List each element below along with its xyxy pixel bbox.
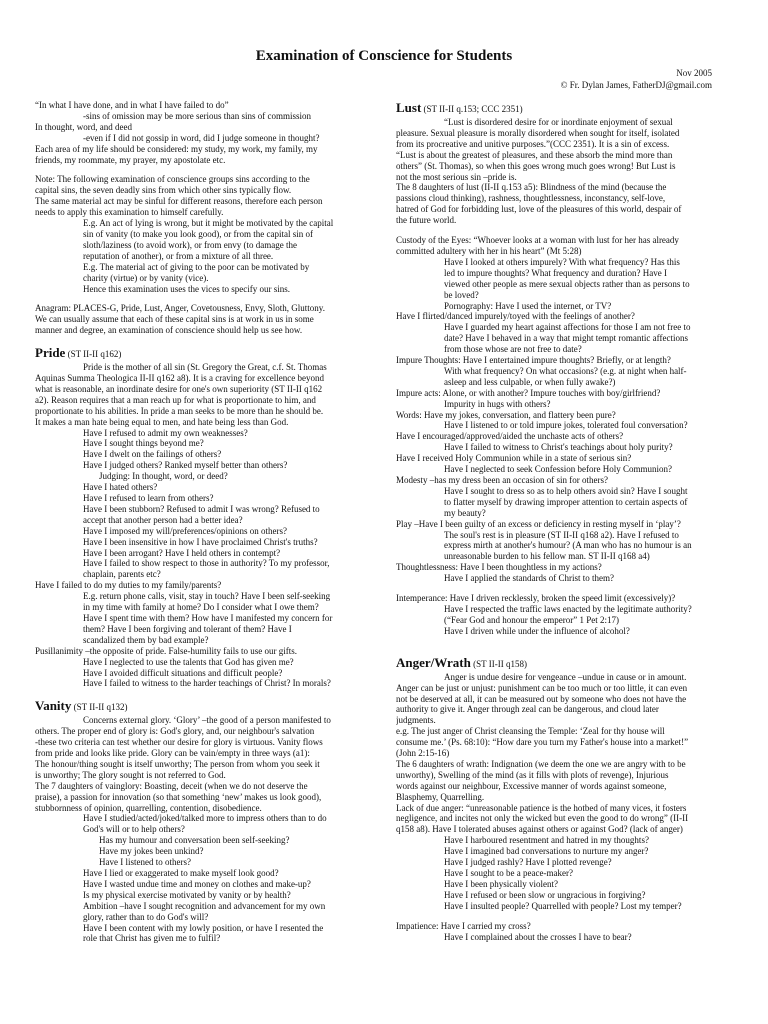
text-line: what is reasonable, an inordinate desire for one's own superiority (ST II-II q162: [35, 383, 323, 394]
text-line: Thoughtlessness: Have I been thoughtless in my actions?: [396, 562, 602, 573]
spacer: [396, 226, 739, 235]
section-heading: [396, 100, 739, 117]
text-line: Have I been stubborn? Refused to admit I was wrong? Refused to: [83, 503, 320, 514]
text-line: Have I received Holy Communion while in a state of serious sin?: [396, 453, 632, 464]
text-line: With what frequency? On what occasions? (e.g. at night when half-: [444, 365, 687, 376]
text-line: others” (St. Thomas), so when this goes wrong much goes wrong! But Lust is: [396, 160, 676, 171]
text-line: charity (virtue) or by vanity (vice).: [83, 272, 209, 283]
text-line: Have I judged rashly? Have I plotted revenge?: [444, 857, 612, 868]
text-line: Have I failed to do my duties to my family/parents?: [35, 580, 222, 591]
text-line: Modesty –has my dress been an occasion of sin for others?: [396, 475, 608, 485]
text-line: E.g. An act of lying is wrong, but it might be motivated by the capital: [83, 218, 334, 229]
text-line: Judging: In thought, word, or deed?: [99, 471, 228, 482]
text-line: Aquinas Summa Theologica II-II q162 a8). It is a craving for excellence beyond: [35, 373, 324, 384]
section-heading-title: Lust: [396, 100, 422, 115]
text-line: Have I studied/acted/joked/talked more to impress others than to do: [83, 813, 327, 824]
text-line: is unworthy; The glory sought is not referred to God.: [35, 769, 226, 780]
section-heading: [35, 345, 375, 362]
text-line: led to impure thoughts? What frequency and duration? Have I: [444, 267, 668, 278]
section-heading: [396, 655, 739, 672]
text-line: Have I harboured resentment and hatred in my thoughts?: [444, 835, 649, 846]
text-line: from its procreative and unitive purposes.”(CCC 2351). It is a sin of excess.: [396, 138, 670, 149]
text-line: Anger can be just or unjust: punishment can be too much or too little, it can even: [396, 682, 688, 693]
text-line: “In what I have done, and in what I have failed to do”: [35, 100, 229, 110]
spacer: [35, 336, 375, 345]
text-line: Have I imagined bad conversations to nurture my anger?: [444, 846, 649, 857]
text-line: Play –Have I been guilty of an excess or deficiency in resting myself in ‘play’?: [396, 518, 681, 529]
text-line: a2). Reason requires that a man reach up for what is proportionate to him, and: [35, 394, 316, 405]
text-line: scandalized them by bad example?: [83, 634, 209, 645]
author-credit: © Fr. Dylan James, FatherDJ@gmail.com: [560, 80, 712, 90]
text-line: The same material act may be sinful for different reasons, therefore each person: [35, 196, 323, 207]
section-heading-reference: (ST II-II q132): [71, 702, 128, 713]
text-line: role that Christ has given me to fulfil?: [83, 933, 221, 944]
text-line: sin of vanity (to make you look good), or from the capital sin of: [83, 228, 313, 239]
text-line: Have I failed to witness to Christ's teachings about holy purity?: [444, 442, 673, 453]
text-line: Ambition –have I sought recognition and advancement for my own: [83, 900, 326, 911]
text-line: Each area of my life should be considered: my study, my work, my family, my: [35, 143, 318, 154]
text-line: God's will or to help others?: [83, 824, 185, 835]
spacer: [35, 294, 375, 303]
text-line: (“Fear God and honour the emperor” 1 Pet 2:17): [444, 614, 619, 625]
left-column: [35, 100, 375, 944]
text-line: consume me.’ (Ps. 68:10): “How dare you turn my Father's house into a market!”: [396, 737, 689, 748]
text-line: others. The proper end of glory is: God's glory, and, our neighbour's salvation: [35, 726, 315, 737]
text-line: judgments.: [396, 715, 436, 726]
text-line: Pornography: Have I used the internet, or TV?: [444, 300, 612, 311]
text-line: Words: Have my jokes, conversation, and flattery been pure?: [396, 409, 616, 420]
text-line: Have I looked at others impurely? With what frequency? Has this: [444, 256, 680, 267]
text-line: Pride is the mother of all sin (St. Gregory the Great, c.f. St. Thomas: [83, 362, 327, 373]
text-line: E.g. The material act of giving to the poor can be motivated by: [83, 261, 310, 272]
text-line: Have I sought things beyond me?: [83, 438, 204, 449]
text-line: Is my physical exercise motivated by vanity or by health?: [83, 889, 291, 900]
text-line: Have I avoided difficult situations and difficult people?: [83, 667, 283, 678]
text-line: Have I been arrogant? Have I held others in contempt?: [83, 547, 281, 558]
text-line: express mirth at another's humour? (A man who has no humour is an: [444, 540, 692, 551]
spacer: [396, 637, 739, 646]
text-line: Anagram: PLACES-G, Pride, Lust, Anger, Covetousness, Envy, Sloth, Gluttony.: [35, 303, 325, 314]
document-title: Examination of Conscience for Students: [255, 48, 513, 64]
text-line: from those whose are not free to date?: [444, 344, 582, 355]
text-line: authority to give it. Anger through zeal can be dangerous, and cloud later: [396, 704, 659, 715]
text-line: Have I hated others?: [83, 482, 158, 493]
text-line: Impure Thoughts: Have I entertained impure thoughts? Briefly, or at length?: [396, 355, 671, 366]
text-line: Have I been content with my lowly position, or have I resented the: [83, 922, 324, 933]
text-line: q158 a8). Have I tolerated abuses against others or against God? (lack of anger): [396, 824, 683, 835]
text-line: Have I sought to be a peace-maker?: [444, 868, 573, 878]
text-line: manner and degree, an examination of conscience should help us see how.: [35, 325, 303, 336]
spacer: [396, 912, 739, 921]
text-line: pleasure. Sexual pleasure is morally disordered when sought for itself, isolated: [396, 127, 680, 138]
text-line: Have I sought to dress so as to help others avoid sin? Have I sought: [444, 485, 688, 496]
text-line: “Lust is disordered desire for or inordinate enjoyment of sexual: [444, 117, 673, 127]
text-line: We can usually assume that each of these capital sins is at work in us in some: [35, 314, 314, 325]
section-heading-reference: (ST II-II q162): [65, 349, 122, 360]
text-line: The 7 daughters of vainglory: Boasting, deceit (when we do not deserve the: [35, 780, 308, 791]
section-heading-title: Pride: [35, 345, 66, 361]
right-column: [396, 100, 739, 942]
text-line: Custody of the Eyes: “Whoever looks at a woman with lust for her has already: [396, 235, 679, 246]
text-line: praise), a passion for innovation (so that something ‘new’ makes us look good),: [35, 791, 322, 802]
text-line: to flatter myself by drawing improper attention to certain aspects of: [444, 496, 688, 507]
text-line: (John 2:15-16): [396, 748, 450, 759]
text-line: In thought, word, and deed: [35, 121, 132, 132]
text-line: words against our neighbour, Excessive manner of words against someone,: [396, 780, 667, 791]
spacer: [35, 689, 375, 698]
text-line: Have I guarded my heart against affections for those I am not free to: [444, 322, 691, 333]
text-line: hatred of God for forbidding lust, love of the pleasures of this world, despair of: [396, 204, 682, 215]
text-line: negligence, and incites not only the wicked but even the good to do wrong” (II-II: [396, 813, 689, 824]
section-heading-title: Vanity: [35, 698, 72, 714]
text-line: accept that another person had a better idea?: [83, 514, 243, 525]
text-line: asleep and less culpable, or when fully awake?): [444, 376, 616, 387]
text-line: Blasphemy, Quarrelling.: [396, 791, 485, 802]
text-line: Have I been physically violent?: [444, 878, 558, 889]
text-line: in my time with family at home? Do I consider what I owe them?: [83, 602, 319, 613]
text-line: It makes a man hate being equal to men, and hate being less than God.: [35, 416, 289, 427]
text-line: -sins of omission may be more serious than sins of commission: [83, 110, 311, 121]
text-line: unworthy), Swelling of the mind (as it fills with plots of revenge), Injurious: [396, 769, 669, 780]
text-line: Have I failed to witness to the harder teachings of Christ? In morals?: [83, 678, 331, 689]
text-line: Hence this examination uses the vices to specify our sins.: [83, 283, 290, 294]
text-line: Have I listened to or told impure jokes, tolerated foul conversation?: [444, 420, 688, 431]
text-line: e.g. The just anger of Christ cleansing the Temple: ‘Zeal for thy house will: [396, 726, 665, 737]
spacer: [396, 584, 739, 593]
text-line: my beauty?: [444, 507, 486, 518]
text-line: reputation of another), or from a mixture of all three.: [83, 250, 274, 261]
text-line: glory, rather than to do God's will?: [83, 911, 209, 922]
section-heading-title: Anger/Wrath: [396, 654, 471, 670]
text-line: Have I refused to learn from others?: [83, 493, 214, 503]
text-line: Pusillanimity –the opposite of pride. False-humility fails to use our gifts.: [35, 645, 297, 656]
text-line: Note: The following examination of conscience groups sins according to the: [35, 174, 310, 185]
text-line: Impurity in hugs with others?: [444, 398, 551, 409]
text-line: “Lust is about the greatest of pleasures, and these absorb the mind more than: [396, 149, 673, 160]
text-line: chaplain, parents etc?: [83, 569, 161, 580]
text-line: Lack of due anger: “unreasonable patience is the hotbed of many vices, it fosters: [396, 802, 687, 813]
text-line: Have I imposed my will/preferences/opinions on others?: [83, 525, 287, 536]
text-line: Concerns external glory. ‘Glory’ –the good of a person manifested to: [83, 715, 331, 726]
text-line: Has my humour and conversation been self-seeking?: [99, 835, 290, 846]
text-line: The honour/thing sought is itself unworthy; The person from whom you seek it: [35, 758, 320, 769]
text-line: Impatience: Have I carried my cross?: [396, 920, 531, 931]
text-line: passions cloud thinking), rashness, thoughtlessness, inconstancy, self-love,: [396, 193, 666, 204]
text-line: not the most serious sin –pride is.: [396, 171, 517, 182]
spacer: [396, 646, 739, 655]
section-heading-reference: (ST II-II q.153; CCC 2351): [421, 104, 523, 114]
text-line: Have I been insensitive in how I have proclaimed Christ's truths?: [83, 536, 318, 547]
text-line: capital sins, the seven deadly sins from which other sins typically flow.: [35, 185, 292, 196]
text-line: Have I flirted/danced impurely/toyed with the feelings of another?: [396, 311, 635, 322]
text-line: sloth/laziness (to avoid work), or from envy (to damage the: [83, 239, 297, 250]
text-line: Have I refused to admit my own weaknesses?: [83, 427, 248, 438]
text-line: Have I applied the standards of Christ to them?: [444, 573, 614, 584]
text-line: Have I insulted people? Quarrelled with people? Lost my temper?: [444, 900, 682, 911]
document-date: Nov 2005: [676, 68, 712, 78]
text-line: proportionate to his abilities. In pride a man seeks to be more than he should be.: [35, 405, 324, 416]
text-line: Have I refused or been slow or ungracious in forgiving?: [444, 889, 646, 900]
text-line: stubbornness of opinion, quarrelling, contention, disobedience.: [35, 802, 262, 813]
text-line: not be deserved at all, it can be measured out by someone who does not have the: [396, 693, 687, 704]
text-line: Have I dwelt on the failings of others?: [83, 449, 222, 460]
text-line: -even if I did not gossip in word, did I judge someone in thought?: [83, 132, 320, 143]
text-line: Have I respected the traffic laws enacted by the legitimate authority?: [444, 603, 692, 614]
text-line: Have I failed to show respect to those in authority? To my professor,: [83, 558, 330, 569]
text-line: committed adultery with her in his heart” (Mt 5:28): [396, 245, 582, 256]
text-line: needs to apply this examination to himself carefully.: [35, 207, 224, 218]
text-line: Anger is undue desire for vengeance –undue in cause or in amount.: [444, 671, 687, 682]
text-line: Have I complained about the crosses I have to bear?: [444, 931, 632, 942]
text-line: Have I lied or exaggerated to make myself look good?: [83, 868, 279, 878]
text-line: Have I driven while under the influence of alcohol?: [444, 625, 630, 636]
text-line: Impure acts: Alone, or with another? Impure touches with boy/girlfriend?: [396, 387, 661, 398]
text-line: unreasonable burden to his fellow man. ST II-II q168 a4): [444, 551, 650, 562]
text-line: Have I wasted undue time and money on clothes and make-up?: [83, 878, 311, 889]
text-line: them? Have I been forgiving and tolerant of them? Have I: [83, 623, 292, 634]
spacer: [35, 165, 375, 174]
text-line: The 8 daughters of lust (II-II q.153 a5): Blindness of the mind (because the: [396, 182, 667, 193]
text-line: Intemperance: Have I driven recklessly, broken the speed limit (excessively)?: [396, 593, 676, 604]
text-line: friends, my roommate, my prayer, my apostolate etc.: [35, 154, 226, 165]
section-heading: [35, 698, 375, 715]
text-line: E.g. return phone calls, visit, stay in touch? Have I been self-seeking: [83, 591, 331, 602]
text-line: the future world.: [396, 215, 457, 226]
text-line: Have I neglected to use the talents that God has given me?: [83, 656, 294, 667]
text-line: Have I listened to others?: [99, 857, 191, 868]
text-line: viewed other people as mere sexual objects rather than as persons to: [444, 278, 690, 289]
text-line: Have I spent time with them? How have I manifested my concern for: [83, 612, 333, 623]
text-line: -these two criteria can test whether our desire for glory is virtuous. Vanity flows: [35, 737, 323, 748]
text-line: Have I encouraged/approved/aided the unchaste acts of others?: [396, 431, 624, 442]
text-line: from pride and looks like pride. Glory can be vain/empty in three ways (a1):: [35, 748, 310, 759]
text-line: Have I judged others? Ranked myself better than others?: [83, 460, 288, 471]
text-line: The soul's rest is in pleasure (ST II-II q168 a2). Have I refused to: [444, 529, 679, 540]
text-line: be loved?: [444, 289, 479, 300]
text-line: The 6 daughters of wrath: Indignation (we deem the one we are angry with to be: [396, 758, 686, 769]
text-line: Have I neglected to seek Confession before Holy Communion?: [444, 464, 672, 475]
text-line: date? Have I behaved in a way that might tempt romantic affections: [444, 333, 688, 344]
section-heading-reference: (ST II-II q158): [470, 658, 527, 669]
text-line: Have my jokes been unkind?: [99, 846, 204, 857]
